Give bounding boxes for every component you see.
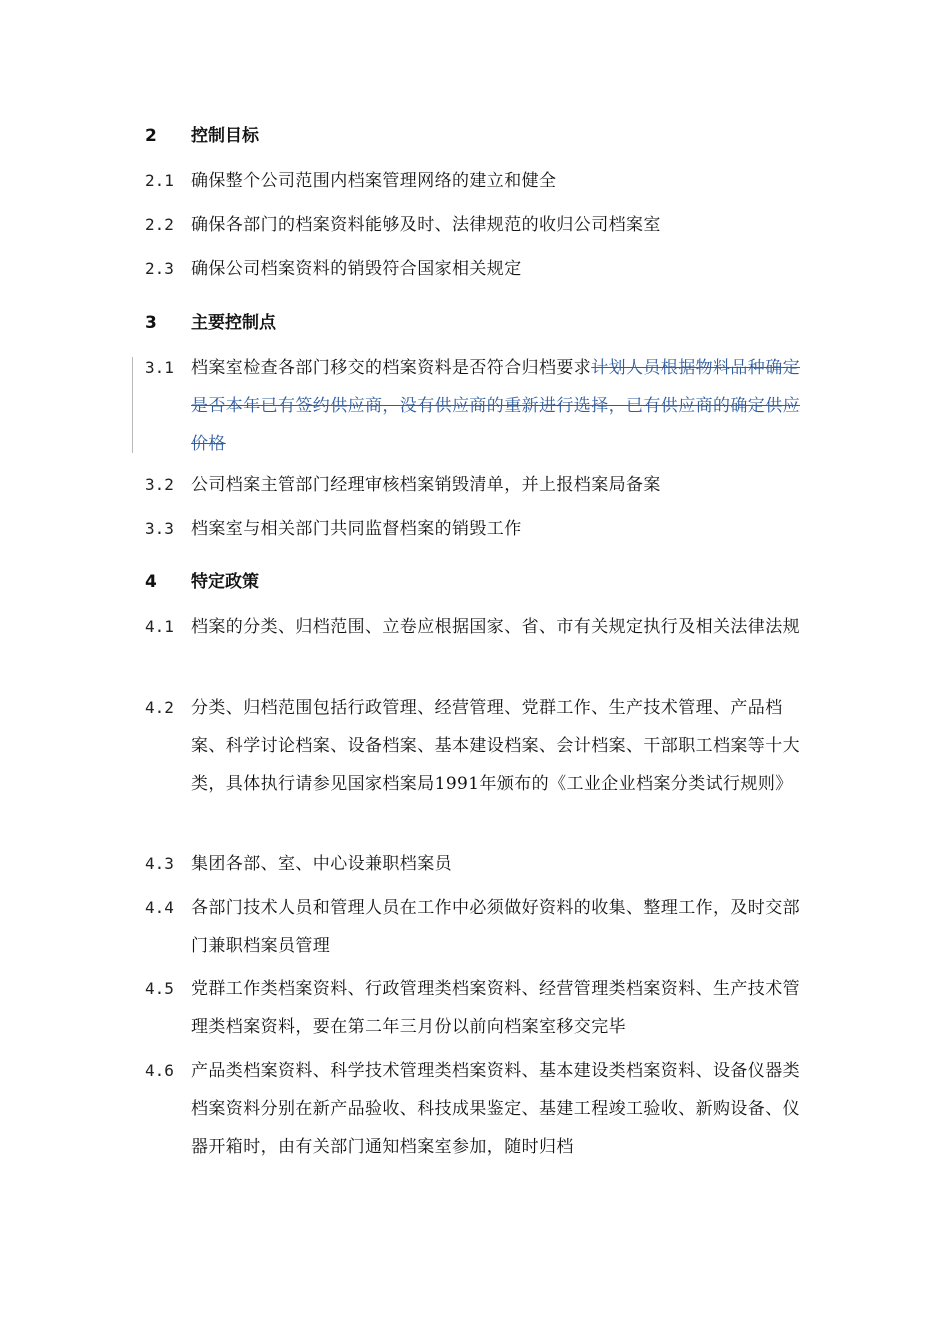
clause-number: 3.1	[145, 358, 174, 377]
clause-text: 产品类档案资料、科学技术管理类档案资料、基本建设类档案资料、设备仪器类档案资料分别在新产品验收、科技成果鉴定、基建工程竣工验收、新购设备、仪器开箱时，由有关部门通知档案室参加，随时归档	[191, 1061, 800, 1157]
section-title: 控制目标	[191, 126, 259, 146]
clause-text: 分类、归档范围包括行政管理、经营管理、党群工作、生产技术管理、产品档案、科学讨论档案、设备档案、基本建设档案、会计档案、干部职工档案等十大类，具体执行请参见国家档案局1991年颁布的《工业企业档案分类试行规则》	[191, 698, 800, 794]
clause-number: 3.2	[145, 475, 174, 494]
clause-text: 档案室与相关部门共同监督档案的销毁工作	[191, 519, 522, 539]
clause-number: 2.2	[145, 215, 174, 234]
clause-number: 2.1	[145, 171, 174, 190]
section-number: 3	[145, 313, 157, 333]
clause-number: 4.2	[145, 698, 174, 717]
clause-number: 4.4	[145, 898, 174, 917]
clause-text	[191, 349, 806, 463]
clause-text: 各部门技术人员和管理人员在工作中必须做好资料的收集、整理工作，及时交部门兼职档案员管理	[191, 898, 800, 956]
section-title: 主要控制点	[191, 313, 276, 333]
clause-text: 档案的分类、归档范围、立卷应根据国家、省、市有关规定执行及相关法律法规	[191, 617, 800, 637]
section-title: 特定政策	[191, 572, 259, 592]
section-number: 2	[145, 126, 157, 146]
clause-number: 3.3	[145, 519, 174, 538]
clause-number: 4.3	[145, 854, 174, 873]
clause-number: 2.3	[145, 259, 174, 278]
clause-text: 公司档案主管部门经理审核档案销毁清单，并上报档案局备案	[191, 475, 661, 495]
revision-change-bar	[132, 357, 133, 453]
clause-text: 党群工作类档案资料、行政管理类档案资料、经营管理类档案资料、生产技术管理类档案资料，要在第二年三月份以前向档案室移交完毕	[191, 979, 800, 1037]
section-number: 4	[145, 572, 157, 592]
clause-number: 4.1	[145, 617, 174, 636]
clause-number: 4.5	[145, 979, 174, 998]
clause-text: 集团各部、室、中心设兼职档案员	[191, 854, 452, 874]
clause-text: 确保整个公司范围内档案管理网络的建立和健全	[191, 171, 557, 191]
clause-text: 确保公司档案资料的销毁符合国家相关规定	[191, 259, 522, 279]
clause-text: 确保各部门的档案资料能够及时、法律规范的收归公司档案室	[191, 215, 661, 235]
clause-number: 4.6	[145, 1061, 174, 1080]
clause-current-text: 档案室检查各部门移交的档案资料是否符合归档要求	[191, 358, 592, 378]
tracked-deletion-text: 计划人员根据物料品种确定是否本年已有签约供应商，没有供应商的重新进行选择，已有供应商的确定供应价格	[191, 358, 801, 454]
